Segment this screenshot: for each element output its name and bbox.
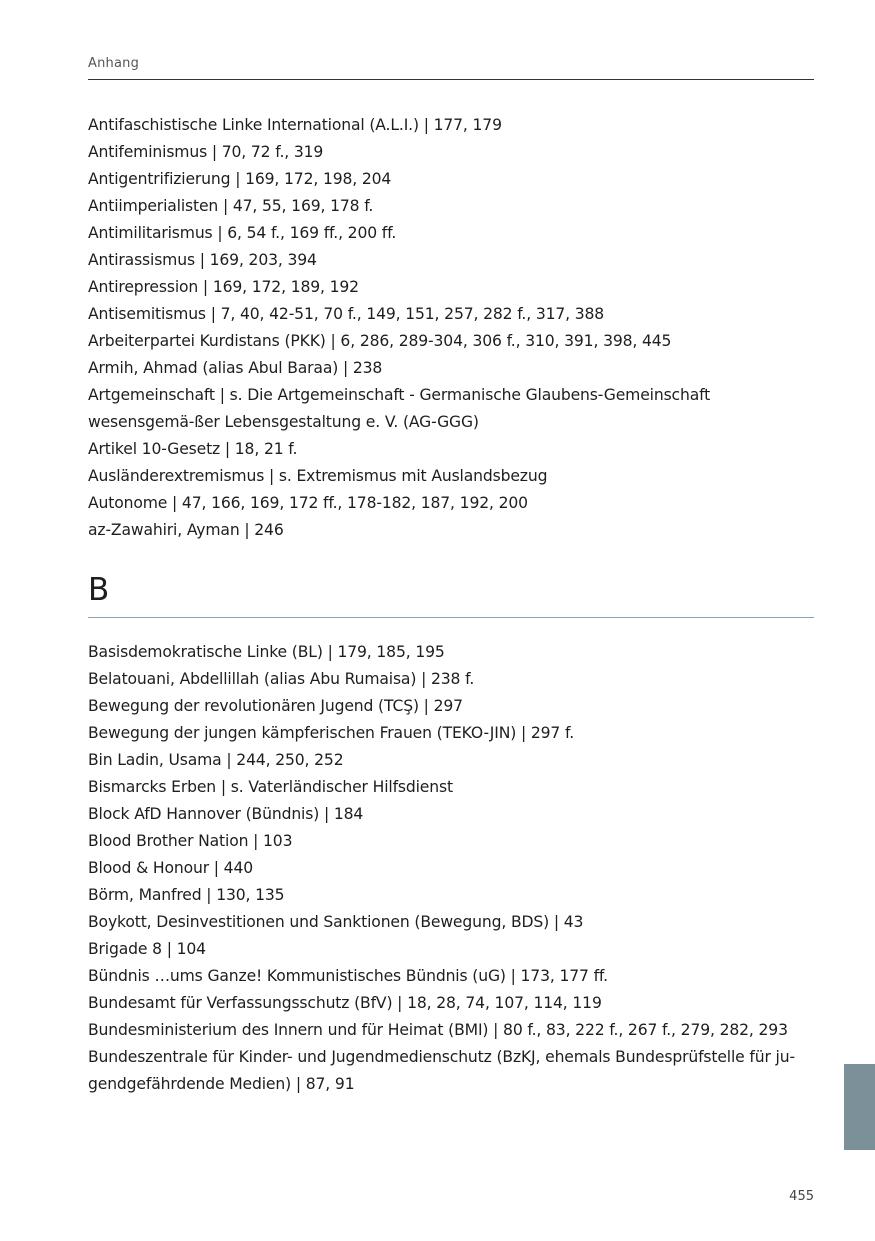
index-entry: Basisdemokratische Linke (BL) | 179, 185, 195 [88,643,445,661]
index-entry: Bewegung der revolutionären Jugend (TCŞ) | 297 [88,697,463,715]
index-entry: Brigade 8 | 104 [88,940,206,958]
index-entry: Börm, Manfred | 130, 135 [88,886,285,904]
section-rule [88,617,814,618]
index-entry: Antirepression | 169, 172, 189, 192 [88,278,359,296]
section-letter-heading: B [88,572,110,608]
index-entry: Arbeiterpartei Kurdistans (PKK) | 6, 286, 289-304, 306 f., 310, 391, 398, 445 [88,332,672,350]
index-entry: Boykott, Desinvestitionen und Sanktionen (Bewegung, BDS) | 43 [88,913,584,931]
index-section-a [88,112,814,544]
index-entry: Antisemitismus | 7, 40, 42-51, 70 f., 149, 151, 257, 282 f., 317, 388 [88,305,605,323]
index-entry: Bundeszentrale für Kinder- und Jugendmedienschutz (BzKJ, ehemals Bundesprüfstelle für ju-gendgefährdende Medien) | 87, 91 [88,1048,795,1093]
running-head: Anhang [88,56,140,71]
chapter-thumb-tab [844,1064,875,1150]
header-rule [88,79,814,80]
index-entry: Block AfD Hannover (Bündnis) | 184 [88,805,364,823]
index-entry: Blood Brother Nation | 103 [88,832,293,850]
index-entry: az-Zawahiri, Ayman | 246 [88,521,284,539]
index-entry: Bündnis …ums Ganze! Kommunistisches Bündnis (uG) | 173, 177 ff. [88,967,608,985]
index-entry: Bewegung der jungen kämpferischen Frauen (TEKO-JIN) | 297 f. [88,724,574,742]
index-entry: Antirassismus | 169, 203, 394 [88,251,317,269]
index-entry: Bundesministerium des Innern und für Heimat (BMI) | 80 f., 83, 222 f., 267 f., 279, 282, 293 [88,1021,788,1039]
index-entry: Bin Ladin, Usama | 244, 250, 252 [88,751,344,769]
index-entry: Belatouani, Abdellillah (alias Abu Rumaisa) | 238 f. [88,670,475,688]
index-entry: Antimilitarismus | 6, 54 f., 169 ff., 200 ff. [88,224,397,242]
index-entry: Antifaschistische Linke International (A.L.I.) | 177, 179 [88,116,502,134]
index-entry: Armih, Ahmad (alias Abul Baraa) | 238 [88,359,383,377]
index-entry: Antiimperialisten | 47, 55, 169, 178 f. [88,197,374,215]
index-entry: Antifeminismus | 70, 72 f., 319 [88,143,324,161]
index-section-b [88,639,814,1098]
index-entry: Blood & Honour | 440 [88,859,253,877]
page-number: 455 [789,1189,814,1204]
index-entry: Bundesamt für Verfassungsschutz (BfV) | 18, 28, 74, 107, 114, 119 [88,994,602,1012]
index-entry: Artikel 10-Gesetz | 18, 21 f. [88,440,298,458]
index-entry: Autonome | 47, 166, 169, 172 ff., 178-182, 187, 192, 200 [88,494,528,512]
index-entry: Ausländerextremismus | s. Extremismus mit Auslandsbezug [88,467,548,485]
index-entry: Artgemeinschaft | s. Die Artgemeinschaft - Germanische Glaubens-Gemeinschaft wesensgemä-ßer Lebensgestaltung e. V. (AG-GGG) [88,386,711,431]
index-entry: Bismarcks Erben | s. Vaterländischer Hilfsdienst [88,778,453,796]
index-entry: Antigentrifizierung | 169, 172, 198, 204 [88,170,392,188]
